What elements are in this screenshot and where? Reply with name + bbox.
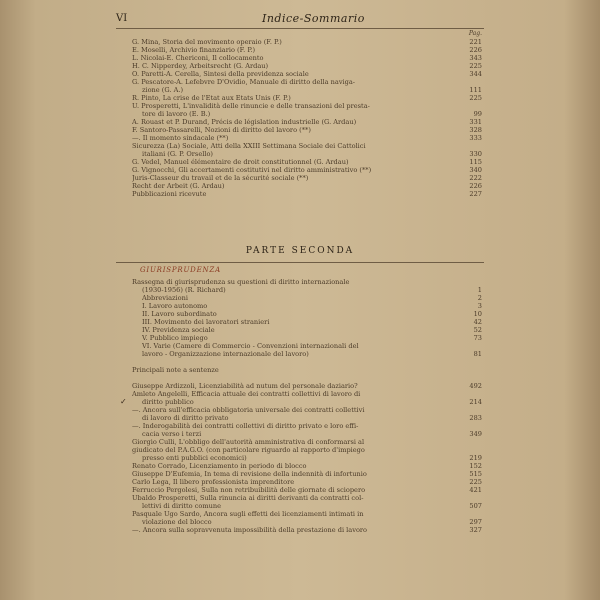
toc-row [132,62,482,70]
toc-row [132,278,482,286]
toc-entry-page: 219 [469,454,482,462]
toc-entry-text: Pasquale Ugo Sardo, Ancora sugli effetti dei licenziamenti intimati in [132,510,364,518]
toc-entry-text: Ferruccio Pergolesi, Sulla non retribuibilità delle giornate di sciopero [132,486,366,494]
toc-entry-text: U. Prosperetti, L'invalidità delle rinuncie e delle transazioni del presta- [132,102,370,110]
toc-entry-text: A. Rouast et P. Durand, Précis de législation industrielle (G. Ardau) [132,118,357,126]
toc-entry-text: presso enti pubblici economici) [142,454,247,462]
toc-entry-page: 297 [469,518,482,526]
toc-entry-text: lavoro - Organizzazione internazionale del lavoro) [142,350,309,358]
toc-entry-page: 99 [473,110,482,118]
toc-row [132,446,482,454]
toc-entry-text: Giuseppe D'Eufemia, In tema di revisione della indennità di infortunio [132,470,367,478]
toc-entry-text: —. Ancora sulla sopravvenuta impossibilità della prestazione di lavoro [132,526,368,534]
toc-entry-text: I. Lavoro autonomo [142,302,208,310]
toc-row [132,518,482,526]
toc-top-list [132,38,482,198]
toc-row [132,382,482,390]
toc-entry-text: zione (G. A.) [142,86,184,94]
toc-entry-page: 515 [469,470,482,478]
toc-entry-page: 81 [473,350,482,358]
toc-row [132,310,482,318]
toc-entry-text: G. Pescatore-A. Lefebvre D'Ovidio, Manuale di diritto della naviga- [132,78,356,86]
toc-entry-text: R. Pinto, La crise de l'Etat aux Etats Unis (F. P.) [132,94,291,102]
toc-entry-page: 328 [469,126,482,134]
toc-entry-page: 111 [469,86,482,94]
toc-entry-text: II. Lavoro subordinato [142,310,217,318]
toc-row [132,422,482,430]
toc-entry-text: IV. Previdenza sociale [142,326,215,334]
toc-entry-text: G. Vignocchi, Gli accertamenti costitutivi nel diritto amministrativo (**) [132,166,372,174]
toc-entry-text: VI. Varie (Camere di Commercio - Convenzioni internazionali del [142,342,359,350]
toc-entry-page: 349 [469,430,482,438]
toc-entry-text: Recht der Arbeit (G. Ardau) [132,182,225,190]
toc-row [132,366,482,374]
toc-row [132,86,482,94]
toc-bottom-list [132,278,482,534]
toc-entry-page: 225 [469,62,482,70]
toc-row [132,166,482,174]
toc-row [132,502,482,510]
toc-entry-text: italiani (G. P. Orsello) [142,150,213,158]
toc-entry-text: Giorgio Culli, L'obbligo dell'autorità amministrativa di conformarsi al [132,438,365,446]
toc-row [132,102,482,110]
toc-row [132,46,482,54]
toc-row [132,478,482,486]
toc-entry-page: 421 [469,486,482,494]
toc-row [132,438,482,446]
toc-row [132,430,482,438]
toc-row [132,510,482,518]
toc-entry-text: V. Pubblico impiego [142,334,208,342]
toc-row [132,462,482,470]
toc-entry-page: 225 [469,94,482,102]
toc-entry-page: 507 [469,502,482,510]
toc-entry-text: O. Paretti-A. Cerella, Sintesi della previdenza sociale [132,70,309,78]
toc-entry-text: Sicurezza (La) Sociale, Atti della XXIII Settimana Sociale dei Cattolici [132,142,366,150]
running-title: Indice-Sommario [262,12,365,25]
toc-top [132,30,482,198]
toc-row [132,190,482,198]
toc-entry-page: 2 [477,294,482,302]
toc-row [132,494,482,502]
toc-entry-text: Pubblicazioni ricevute [132,190,207,198]
toc-row [132,350,482,358]
toc-row [132,142,482,150]
toc-row [132,334,482,342]
toc-entry-text: —. Il momento sindacale (**) [132,134,229,142]
toc-entry-page: 222 [469,174,482,182]
toc-row [132,54,482,62]
toc-entry-page: 115 [469,158,482,166]
toc-row [132,158,482,166]
toc-entry-text: di lavoro di diritto privato [142,414,229,422]
toc-entry-page: 331 [469,118,482,126]
toc-row [132,118,482,126]
toc-row [132,470,482,478]
toc-row [132,110,482,118]
toc-row [132,150,482,158]
toc-row [132,398,482,406]
toc-entry-text: Giuseppe Ardizzoli, Licenziabilità ad nutum del personale daziario? [132,382,358,390]
toc-row [132,38,482,46]
toc-entry-page: 214 [469,398,482,406]
toc-entry-text: III. Movimento dei lavoratori stranieri [142,318,270,326]
toc-entry-page: 225 [469,478,482,486]
toc-entry-page: 3 [477,302,482,310]
toc-entry-text: lettivi di diritto comune [142,502,222,510]
toc-row [132,374,482,382]
toc-row [132,134,482,142]
toc-row [132,302,482,310]
toc-entry-page: 283 [469,414,482,422]
toc-entry-text: Ubaldo Prosperetti, Sulla rinuncia ai diritti derivanti da contratti col- [132,494,364,502]
toc-entry-page: 227 [469,190,482,198]
toc-entry-text: Rassegna di giurisprudenza su questioni di diritto internazionale [132,278,350,286]
toc-entry-page: 221 [469,38,482,46]
toc-entry-text: G. Vedel, Manuel élémentaire de droit constitutionnel (G. Ardau) [132,158,349,166]
subsection-title: GIURISPRUDENZA [140,266,221,274]
toc-row [132,318,482,326]
toc-entry-text: —. Ancora sull'efficacia obbligatoria universale dei contratti collettivi [132,406,365,414]
toc-entry-page: 10 [473,310,482,318]
section-rule [116,262,484,263]
toc-entry-page: 226 [469,182,482,190]
toc-entry-page: 152 [469,462,482,470]
toc-entry-text: violazione del blocco [142,518,212,526]
toc-row [132,390,482,398]
toc-entry-text: E. Moselli, Archivio finanziario (F. P.) [132,46,256,54]
toc-entry-text: F. Santoro-Passarelli, Nozioni di diritto del lavoro (**) [132,126,311,134]
toc-entry-page: 330 [469,150,482,158]
toc-row [132,182,482,190]
toc-entry-text: Abbreviazioni [142,294,188,302]
toc-bottom [132,278,482,534]
header-rule [116,28,484,29]
toc-row [132,78,482,86]
toc-row [132,526,482,534]
toc-entry-page: 344 [469,70,482,78]
toc-row [132,126,482,134]
toc-entry-text: —. Inderogabilità dei contratti collettivi di diritto privato e loro effi- [132,422,359,430]
toc-entry-page: 340 [469,166,482,174]
toc-entry-page: 226 [469,46,482,54]
toc-row [132,406,482,414]
toc-entry-text: Principali note a sentenze [132,366,219,374]
toc-entry-text: diritto pubblico [142,398,194,406]
toc-row [132,342,482,350]
toc-entry-text: cacia verso i terzi [142,430,202,438]
toc-row [132,358,482,366]
toc-entry-page: 73 [473,334,482,342]
toc-entry-page: 1 [477,286,482,294]
toc-entry-page: 343 [469,54,482,62]
section-title: PARTE SECONDA [245,246,355,256]
toc-row [132,414,482,422]
toc-entry-text: L. Nicolai-E. Chericoni, Il collocamento [132,54,264,62]
toc-row [132,174,482,182]
toc-entry-text: (1930-1956) (R. Richard) [142,286,226,294]
page-number: VI [116,13,128,24]
toc-row [132,294,482,302]
bullet-mark: ✓ [120,397,127,406]
toc-entry-page: 327 [469,526,482,534]
toc-entry-page: 52 [473,326,482,334]
toc-entry-text: tore di lavoro (E. B.) [142,110,211,118]
toc-entry-text: H. C. Nipperdey, Arbeitsrecht (G. Ardau) [132,62,269,70]
toc-entry-text: giudicato del P.A.G.O. (con particolare riguardo al rapporto d'impiego [132,446,365,454]
toc-row [132,286,482,294]
toc-row [132,486,482,494]
toc-entry-page: 333 [469,134,482,142]
toc-entry-text: G. Mina, Storia del movimento operaio (F. P.) [132,38,282,46]
toc-entry-page: 492 [469,382,482,390]
toc-entry-text: Renato Corrado, Licenziamento in periodo di blocco [132,462,307,470]
toc-entry-text: Amleto Angelelli, Efficacia attuale dei contratti collettivi di lavoro di [132,390,361,398]
toc-row [132,454,482,462]
toc-row [132,94,482,102]
toc-row [132,70,482,78]
toc-entry-page: 42 [473,318,482,326]
pag-label: Pag. [468,30,482,37]
toc-entry-text: Juris-Classeur du travail et de la sécurité sociale (**) [132,174,309,182]
toc-entry-text: Carlo Lega, Il libero professionista imprenditore [132,478,295,486]
toc-row [132,326,482,334]
